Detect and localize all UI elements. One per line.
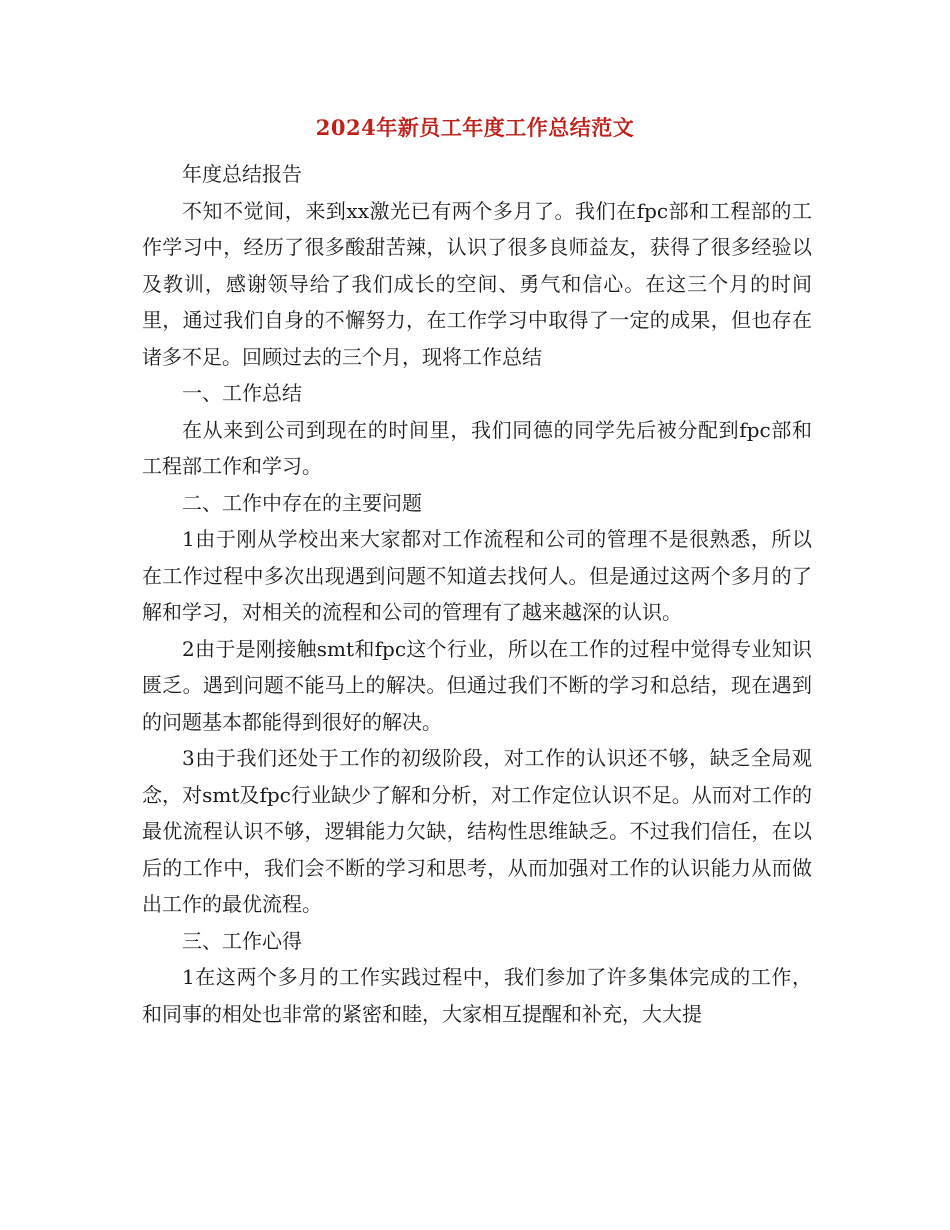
document-title: 2024年新员工年度工作总结范文: [315, 115, 635, 140]
paragraph-report-heading: 年度总结报告: [182, 162, 302, 186]
paragraph-problem-3: 3由于我们还处于工作的初级阶段，对工作的认识还不够，缺乏全局观念，对smt及fpc行业缺少了解和分析，对工作定位认识不足。从而对工作的最优流程认识不够，逻辑能力欠缺，结构性思维缺乏。不过我们信任，在以后的工作中，我们会不断的学习和思考，从而加强对工作的认识能力从而做出工作的最优流程。: [142, 746, 812, 916]
paragraph-problem-1: 1由于刚从学校出来大家都对工作流程和公司的管理不是很熟悉，所以在工作过程中多次出现遇到问题不知道去找何人。但是通过这两个多月的了解和学习，对相关的流程和公司的管理有了越来越深的认识。: [142, 527, 812, 624]
section-heading-main-problems: 二、工作中存在的主要问题: [182, 490, 422, 515]
paragraph-problem-2: 2由于是刚接触smt和fpc这个行业，所以在工作的过程中觉得专业知识匮乏。遇到问题不能马上的解决。但通过我们不断的学习和总结，现在遇到的问题基本都能得到很好的解决。: [142, 636, 812, 734]
paragraph-experience-1: 1在这两个多月的工作实践过程中，我们参加了许多集体完成的工作，和同事的相处也非常的紧密和睦，大家相互提醒和补充，大大提: [142, 965, 812, 1026]
document-body: [142, 156, 812, 1032]
section-heading-work-summary: 一、工作总结: [182, 381, 302, 405]
paragraph-intro: 不知不觉间，来到xx激光已有两个多月了。我们在fpc部和工程部的工作学习中，经历了很多酸甜苦辣，认识了很多良师益友，获得了很多经验以及教训，感谢领导给了我们成长的空间、勇气和信心。在这三个月的时间里，通过我们自身的不懈努力，在工作学习中取得了一定的成果，但也存在诸多不足。回顾过去的三个月，现将工作总结: [142, 198, 812, 369]
section-heading-experience: 三、工作心得: [182, 928, 302, 953]
paragraph-work-summary: 在从来到公司到现在的时间里，我们同德的同学先后被分配到fpc部和工程部工作和学习。: [142, 417, 812, 478]
